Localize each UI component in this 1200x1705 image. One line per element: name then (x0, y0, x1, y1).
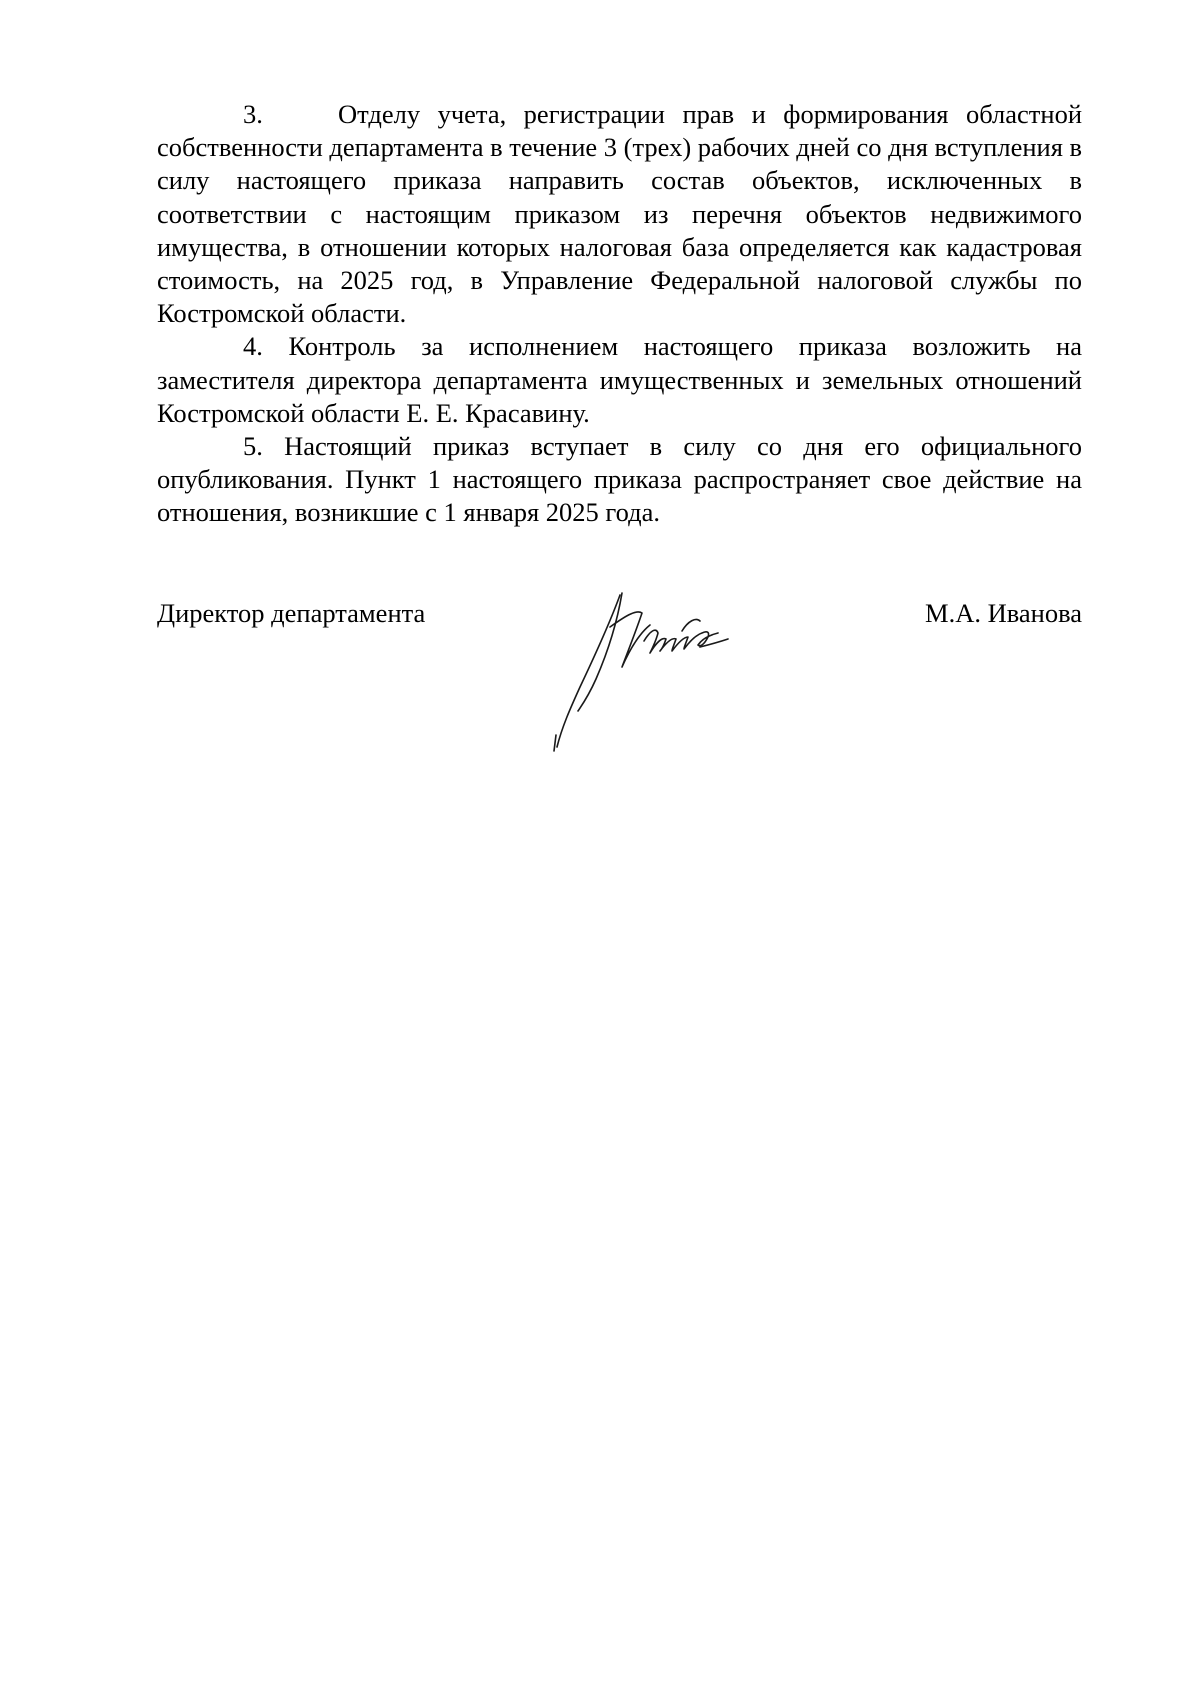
signature-block (157, 597, 1082, 767)
paragraph-4 (157, 330, 1082, 430)
paragraph-number: 3. (243, 99, 263, 129)
paragraph-text: Настоящий приказ вступает в силу со дня его официального опубликования. Пункт 1 настоящего приказа распространяет свое действие на отношения, возникшие с 1 января 2025 года. (157, 431, 1083, 528)
handwritten-signature (532, 587, 732, 757)
paragraph-text: Контроль за исполнением настоящего приказа возложить на заместителя директора департамента имущественных и земельных отношений Костромской области Е. Е. Красавину. (157, 331, 1083, 428)
signatory-name: М.А. Иванова (925, 598, 1082, 628)
signatory-position: Директор департамента (157, 598, 426, 628)
paragraph-number: 4. (243, 331, 263, 362)
paragraph-number: 5. (243, 431, 263, 462)
document-body (157, 98, 1082, 530)
paragraph-text: Отделу учета, регистрации прав и формирования областной собственности департамента в течение 3 (трех) рабочих дней со дня вступления в силу настоящего приказа направить состав объектов, исключенных в соответствии с настоящим приказом из перечня объектов недвижимого имущества, в отношении которых налоговая база определяется как кадастровая стоимость, на 2025 год, в Управление Федеральной налоговой службы по Костромской области. (157, 99, 1083, 329)
paragraph-3 (157, 98, 1082, 330)
paragraph-5 (157, 430, 1082, 530)
